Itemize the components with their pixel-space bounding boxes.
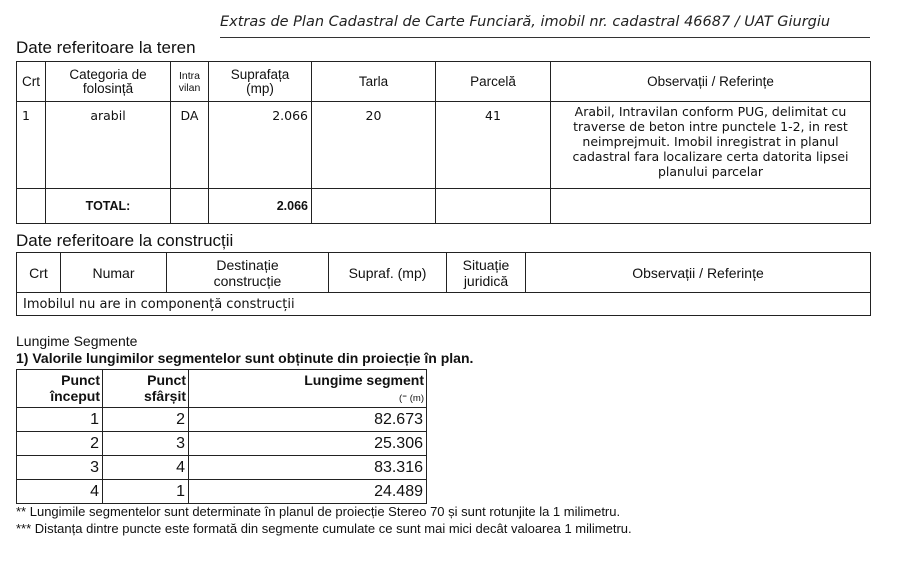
- cell-start: 2: [17, 432, 103, 456]
- col-parcela: Parcelă: [436, 62, 551, 102]
- cell-tarla: 20: [312, 102, 436, 189]
- col-tarla: Tarla: [312, 62, 436, 102]
- constructii-empty-row: [17, 293, 871, 316]
- col-punct-inceput-line1: Punct: [61, 372, 100, 388]
- cell-start: 3: [17, 456, 103, 480]
- constructii-table: [16, 252, 871, 316]
- col-crt: Crt: [17, 253, 61, 293]
- cell-categoria: arabil: [46, 102, 171, 189]
- cell-parcela: 41: [436, 102, 551, 189]
- col-suprafata: [209, 62, 312, 102]
- total-empty-crt: [17, 189, 46, 224]
- col-suprafata-line2: (mp): [246, 80, 274, 96]
- total-row: [17, 189, 871, 224]
- document-header-title: Extras de Plan Cadastral de Carte Funciară, imobil nr. cadastral 46687 / UAT Giurgiu: [220, 14, 831, 30]
- col-punct-sfarsit-line2: sfârșit: [143, 388, 186, 404]
- col-punct-inceput: [17, 370, 103, 408]
- col-categoria-line1: Categoria de: [69, 66, 147, 82]
- cell-start: 1: [17, 408, 103, 432]
- col-lungime: [189, 370, 427, 408]
- col-observatii: Observații / Referințe: [526, 253, 871, 293]
- col-intra-line2: vilan: [178, 81, 201, 94]
- col-situatie: [447, 253, 526, 293]
- col-punct-sfarsit: [103, 370, 189, 408]
- teren-table: [16, 61, 871, 224]
- cell-intravilan: DA: [171, 102, 209, 189]
- constructii-section-title: Date referitoare la construcții: [16, 231, 234, 250]
- cell-end: 4: [103, 456, 189, 480]
- segmente-title: Lungime Segmente: [16, 333, 138, 349]
- col-categoria-line2: folosință: [82, 80, 134, 96]
- table-row: [17, 432, 427, 456]
- segmente-table: [16, 369, 427, 504]
- cell-end: 3: [103, 432, 189, 456]
- constructii-header-row: [17, 253, 871, 293]
- col-intra-line1: Intra: [178, 69, 200, 82]
- col-destinatie: [167, 253, 329, 293]
- col-destinatie-line2: construcție: [213, 272, 282, 289]
- cell-length: 82.673: [189, 408, 427, 432]
- total-empty-tarla: [312, 189, 436, 224]
- col-intravilan: [171, 62, 209, 102]
- col-lungime-line2: (⁼ (m): [398, 393, 424, 404]
- col-situatie-line1: Situație: [462, 256, 510, 273]
- total-value: 2.066: [209, 189, 312, 224]
- col-supraf: Supraf. (mp): [329, 253, 447, 293]
- total-empty-parcela: [436, 189, 551, 224]
- col-categoria: [46, 62, 171, 102]
- col-destinatie-line1: Destinație: [216, 256, 279, 273]
- cell-start: 4: [17, 480, 103, 504]
- col-observatii: Observații / Referințe: [551, 62, 871, 102]
- cell-length: 24.489: [189, 480, 427, 504]
- col-crt: Crt: [17, 62, 46, 102]
- cell-length: 83.316: [189, 456, 427, 480]
- col-lungime-line1: Lungime segment: [304, 372, 424, 388]
- col-numar: Numar: [61, 253, 167, 293]
- constructii-empty-message: Imobilul nu are in componență construcții: [17, 293, 871, 316]
- header-divider: [220, 37, 870, 38]
- footnote-distanta: *** Distanța dintre puncte este formată din segmente cumulate ce sunt mai mici decât valoarea 1 milimetru.: [16, 521, 632, 536]
- col-situatie-line2: juridică: [463, 272, 509, 289]
- cell-suprafata: 2.066: [209, 102, 312, 189]
- total-empty-intra: [171, 189, 209, 224]
- cell-observatii: Arabil, Intravilan conform PUG, delimitat cu traverse de beton intre punctele 1-2, in rest neimprejmuit. Imobil inregistrat in planul cadastral fara localizare certa datorita lipsei planului parcelar: [551, 102, 871, 189]
- segmente-subtitle: 1) Valorile lungimilor segmentelor sunt obținute din proiecție în plan.: [16, 350, 474, 366]
- col-punct-inceput-line2: început: [50, 388, 100, 404]
- segmente-header-row: [17, 370, 427, 408]
- cell-end: 2: [103, 408, 189, 432]
- cell-length: 25.306: [189, 432, 427, 456]
- table-row: [17, 102, 871, 189]
- cell-crt: 1: [17, 102, 46, 189]
- col-suprafata-line1: Suprafața: [230, 66, 290, 82]
- teren-section-title: Date referitoare la teren: [16, 38, 196, 57]
- teren-header-row: [17, 62, 871, 102]
- footnote-rotunjire: ** Lungimile segmentelor sunt determinate în planul de proiecție Stereo 70 și sunt rotunjite la 1 milimetru.: [16, 504, 621, 519]
- table-row: [17, 480, 427, 504]
- table-row: [17, 408, 427, 432]
- col-punct-sfarsit-line1: Punct: [147, 372, 186, 388]
- cell-end: 1: [103, 480, 189, 504]
- total-empty-obs: [551, 189, 871, 224]
- total-label: TOTAL:: [46, 189, 171, 224]
- table-row: [17, 456, 427, 480]
